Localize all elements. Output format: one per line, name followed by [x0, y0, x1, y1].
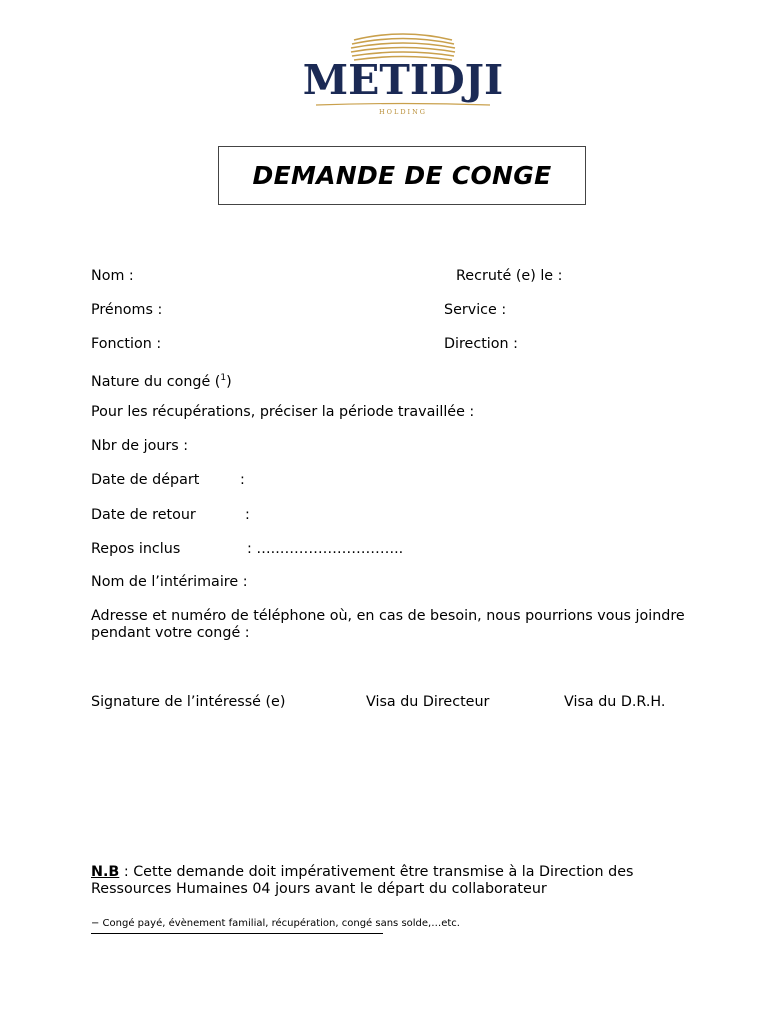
nb-text: : Cette demande doit impérativement être transmise à la Direction des Ressources Humaines 04 jours avant le départ du collaborateur [91, 864, 634, 897]
nature-label: Nature du congé ( [91, 373, 221, 390]
nb-note [91, 864, 691, 898]
page-title: DEMANDE DE CONGE [252, 161, 552, 190]
footnote: − Congé payé, évènement familial, récupération, congé sans solde,…etc. [91, 918, 460, 929]
field-nature [91, 370, 232, 391]
field-date-depart-colon: : [240, 472, 245, 488]
visa-directeur: Visa du Directeur [366, 694, 490, 710]
title-box [218, 146, 586, 205]
field-recrute: Recruté (e) le : [456, 268, 563, 284]
field-fonction: Fonction : [91, 336, 162, 352]
footnote-ref: 1 [220, 373, 227, 383]
field-date-retour: Date de retour [91, 507, 196, 523]
field-adresse: Adresse et numéro de téléphone où, en cas de besoin, nous pourrions vous joindre pendant votre congé : [91, 608, 685, 641]
field-nbr-jours: Nbr de jours : [91, 438, 189, 454]
field-nom: Nom : [91, 268, 134, 284]
company-logo [296, 30, 510, 120]
nature-close: ) [226, 373, 232, 390]
field-date-depart: Date de départ [91, 472, 200, 488]
field-repos: Repos inclus [91, 541, 181, 557]
visa-drh: Visa du D.R.H. [564, 694, 666, 710]
footnote-rule [91, 933, 383, 934]
field-date-retour-colon: : [245, 507, 250, 523]
field-service: Service : [444, 302, 507, 318]
logo-subtitle: HOLDING [379, 108, 427, 116]
field-recuperations: Pour les récupérations, préciser la période travaillée : [91, 404, 475, 420]
field-repos-value: : …..…………………….. [247, 541, 404, 557]
field-interimaire: Nom de l’intérimaire : [91, 574, 248, 590]
nb-label: N.B [91, 864, 120, 880]
field-direction: Direction : [444, 336, 518, 352]
signature-interesse: Signature de l’intéressé (e) [91, 694, 286, 710]
logo-wordmark: METIDJI [302, 56, 504, 104]
field-prenoms: Prénoms : [91, 302, 163, 318]
